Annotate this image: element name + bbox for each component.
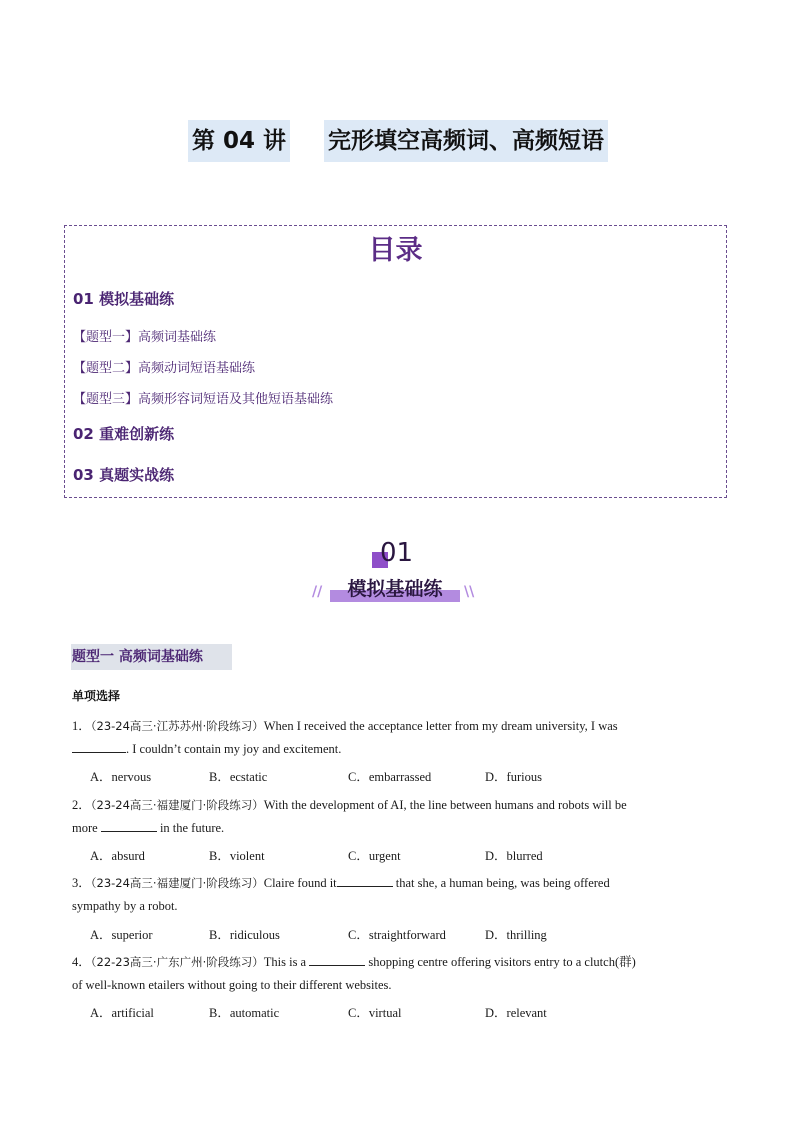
option-b[interactable]: B．ridiculous <box>209 928 280 942</box>
option-a[interactable]: A．nervous <box>90 770 152 784</box>
toc-heading: 目录 <box>368 235 423 266</box>
answer-blank[interactable] <box>309 955 365 966</box>
option-d[interactable]: D．blurred <box>485 849 543 863</box>
option-a[interactable]: A．artificial <box>90 1006 154 1020</box>
question-1-line-1 <box>72 716 618 734</box>
lecture-number: 第 04 讲 <box>188 120 290 162</box>
question-4-line-1 <box>72 952 636 970</box>
section-slash-right-icon: \\ <box>464 584 475 600</box>
toc-item-03[interactable]: 03 真题实战练 <box>73 466 175 484</box>
question-source: （23-24高三·福建厦门·阶段练习） <box>90 876 264 890</box>
question-text: Claire found it <box>263 876 337 890</box>
page-title <box>188 120 608 162</box>
question-text: shopping centre offering visitors entry to a clutch(群) <box>365 955 636 969</box>
option-c[interactable]: C．straightforward <box>348 928 446 942</box>
toc-item-02[interactable]: 02 重难创新练 <box>73 425 175 443</box>
question-number: 3． <box>72 876 91 890</box>
option-c[interactable]: C．virtual <box>348 1006 402 1020</box>
question-source: （22-23高三·广东广州·阶段练习） <box>90 955 264 969</box>
option-b[interactable]: B．automatic <box>209 1006 280 1020</box>
option-d[interactable]: D．relevant <box>485 1006 547 1020</box>
question-2-line-2 <box>72 821 224 836</box>
option-b[interactable]: B．violent <box>209 849 265 863</box>
section-number: 01 <box>380 538 414 568</box>
question-text: sympathy by a robot. <box>72 899 178 913</box>
type-heading: 题型一 高频词基础练 <box>71 644 232 670</box>
question-3-line-2 <box>72 899 178 914</box>
option-c[interactable]: C．urgent <box>348 849 401 863</box>
question-source: （23-24高三·福建厦门·阶段练习） <box>90 798 264 812</box>
question-text: in the future. <box>156 821 225 835</box>
toc-item-type1[interactable]: 【题型一】高频词基础练 <box>73 330 217 345</box>
option-a[interactable]: A．absurd <box>90 849 145 863</box>
question-text: of well-known etailers without going to their different websites. <box>72 978 392 992</box>
option-d[interactable]: D．thrilling <box>485 928 547 942</box>
question-number: 2． <box>72 798 91 812</box>
question-text: This is a <box>263 955 310 969</box>
toc-item-type2[interactable]: 【题型二】高频动词短语基础练 <box>73 361 256 376</box>
question-text: that she, a human being, was being offered <box>392 876 610 890</box>
toc-item-01[interactable]: 01 模拟基础练 <box>73 290 175 308</box>
question-number: 4． <box>72 955 91 969</box>
option-a[interactable]: A．superior <box>90 928 153 942</box>
answer-blank[interactable] <box>337 876 393 887</box>
question-number: 1． <box>72 719 91 733</box>
answer-blank[interactable] <box>72 742 126 753</box>
option-d[interactable]: D．furious <box>485 770 542 784</box>
question-text: With the development of AI, the line between humans and robots will be <box>263 798 627 812</box>
question-4-line-2 <box>72 978 392 993</box>
toc-item-type3[interactable]: 【题型三】高频形容词短语及其他短语基础练 <box>73 392 334 407</box>
question-text: more <box>72 821 101 835</box>
question-source: （23-24高三·江苏苏州·阶段练习） <box>90 719 264 733</box>
option-b[interactable]: B．ecstatic <box>209 770 268 784</box>
section-slash-left-icon: // <box>312 584 323 600</box>
section-title: 模拟基础练 <box>347 578 443 600</box>
question-text: When I received the acceptance letter from my dream university, I was <box>263 719 618 733</box>
instruction-label: 单项选择 <box>72 689 121 703</box>
table-of-contents <box>64 225 727 498</box>
question-2-line-1 <box>72 795 627 813</box>
question-1-line-2 <box>72 742 341 757</box>
answer-blank[interactable] <box>101 821 157 832</box>
option-c[interactable]: C．embarrassed <box>348 770 432 784</box>
question-3-line-1 <box>72 873 610 891</box>
lecture-topic: 完形填空高频词、高频短语 <box>324 120 608 162</box>
question-text: . I couldn’t contain my joy and excitement. <box>126 742 342 756</box>
